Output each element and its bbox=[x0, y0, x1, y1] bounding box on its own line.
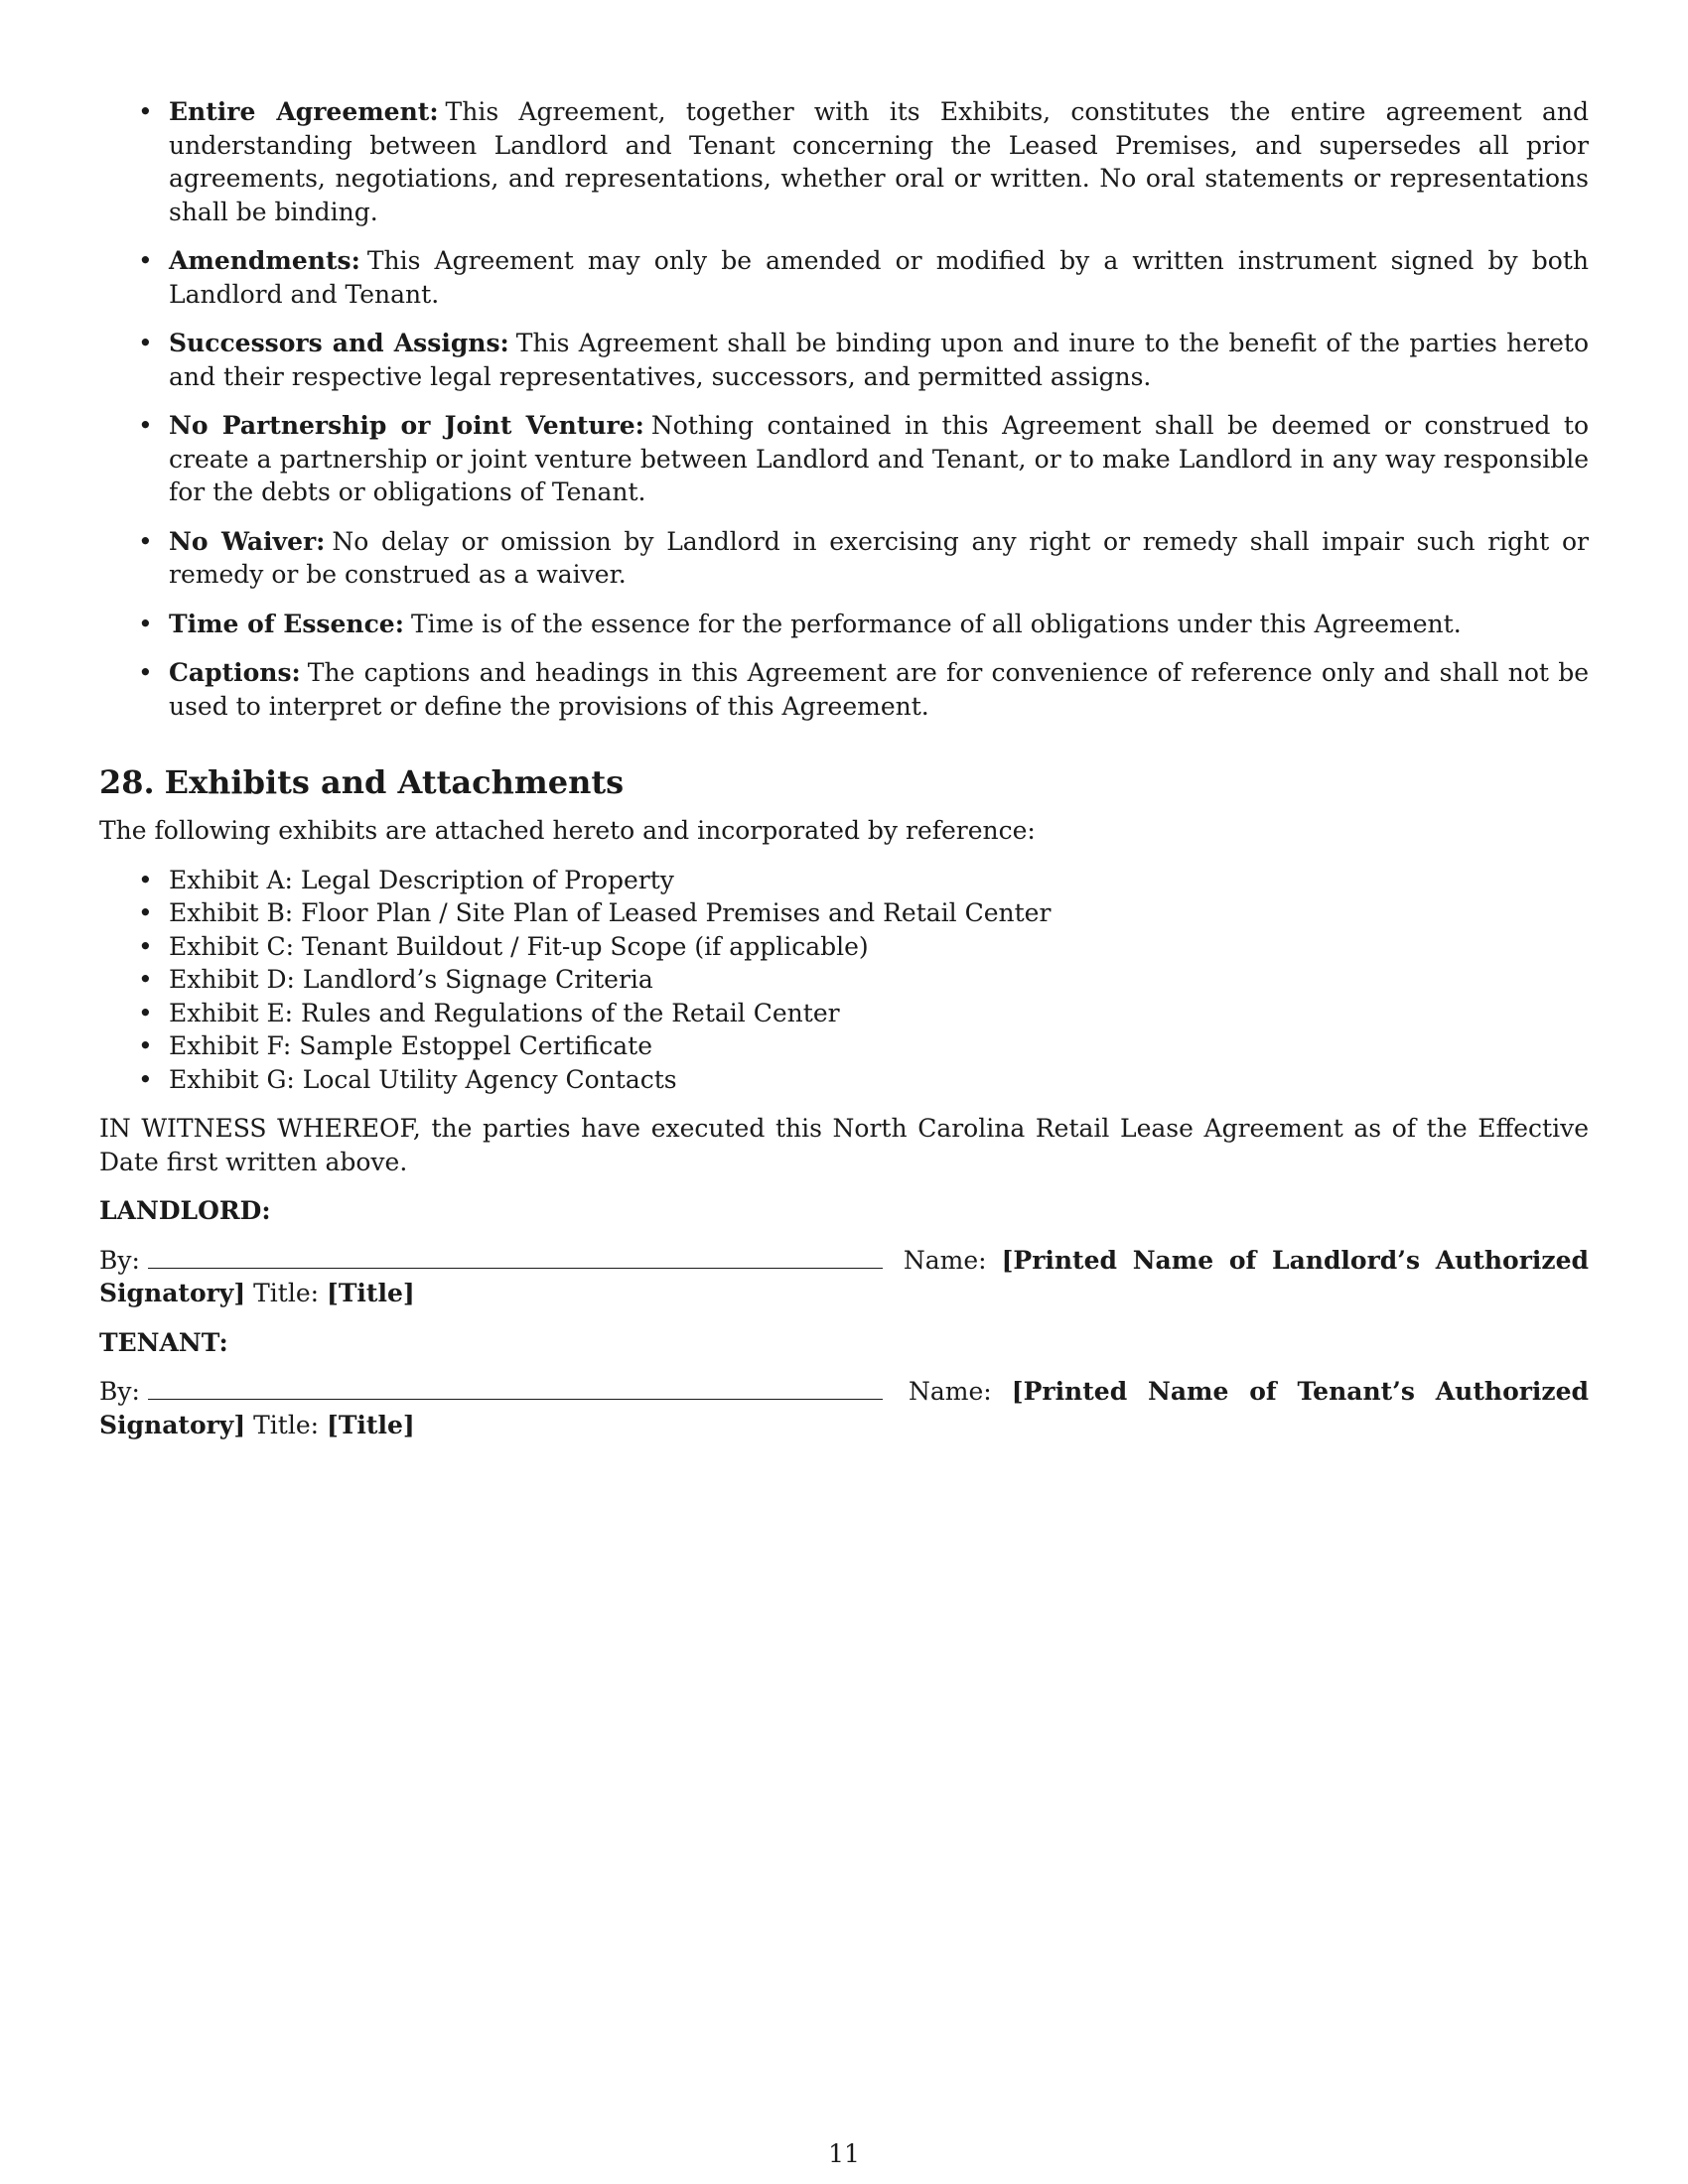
provision-text: Time is of the essence for the performance of all obligations under this Agreement. bbox=[410, 609, 1462, 638]
list-item: • Exhibit C: Tenant Buildout / Fit-up Scope (if applicable) bbox=[99, 930, 1589, 964]
provision-text: This Agreement shall be binding upon and inure to the benefit of the parties hereto and their respective legal representatives, successors, and permitted assigns. bbox=[169, 329, 1590, 391]
title-label: Title: bbox=[253, 1279, 320, 1307]
provision-term: Time of Essence: bbox=[169, 609, 404, 638]
provision-text: The captions and headings in this Agreement are for convenience of reference only and shall not be used to interpret or define the provisions of this Agreement. bbox=[169, 658, 1589, 721]
list-item: • Exhibit F: Sample Estoppel Certificate bbox=[99, 1029, 1589, 1063]
provision-term: No Waiver: bbox=[169, 526, 326, 556]
name-label: Name: bbox=[908, 1377, 992, 1406]
list-item: • Exhibit A: Legal Description of Property bbox=[99, 864, 1589, 897]
list-item: • Exhibit G: Local Utility Agency Contacts bbox=[99, 1063, 1589, 1097]
list-item: • Exhibit E: Rules and Regulations of the Retail Center bbox=[99, 997, 1589, 1030]
list-item bbox=[99, 525, 1589, 592]
list-item bbox=[99, 656, 1589, 723]
provision-term: Amendments: bbox=[169, 246, 360, 275]
list-item bbox=[99, 608, 1589, 641]
provision-text: Nothing contained in this Agreement shall be deemed or construed to create a partnership or joint venture between Landlord and Tenant, or to make Landlord in any way responsible for the debts or obligations of Tenant. bbox=[169, 411, 1589, 506]
list-item bbox=[99, 409, 1589, 509]
tenant-signature-block bbox=[99, 1375, 1589, 1441]
page-number: 11 bbox=[828, 2139, 860, 2168]
document-page bbox=[99, 95, 1589, 1457]
provision-term: Captions: bbox=[169, 658, 301, 687]
list-item bbox=[99, 244, 1589, 311]
section-intro: The following exhibits are attached hereto and incorporated by reference: bbox=[99, 816, 1036, 845]
landlord-signature-line[interactable] bbox=[148, 1248, 883, 1269]
landlord-title-placeholder: [Title] bbox=[327, 1279, 415, 1307]
exhibits-list bbox=[99, 864, 1589, 1097]
landlord-label: LANDLORD: bbox=[99, 1196, 271, 1225]
provision-text: This Agreement, together with its Exhibits, constitutes the entire agreement and understanding between Landlord and Tenant concerning the Leased Premises, and supersedes all prior agreements, negotiations, and representations, whether oral or written. No oral statements or representations shall be binding. bbox=[169, 97, 1589, 226]
tenant-label: TENANT: bbox=[99, 1327, 228, 1357]
section-number: 28. bbox=[99, 763, 155, 801]
list-item bbox=[99, 327, 1589, 393]
list-item: • Exhibit B: Floor Plan / Site Plan of Leased Premises and Retail Center bbox=[99, 896, 1589, 930]
provision-term: No Partnership or Joint Venture: bbox=[169, 411, 644, 440]
provision-text: No delay or omission by Landlord in exercising any right or remedy shall impair such right or remedy or be construed as a waiver. bbox=[169, 526, 1589, 589]
tenant-name-placeholder: [Printed Name of Tenant’s Authorized Signatory] bbox=[99, 1377, 1589, 1439]
by-label: By: bbox=[99, 1245, 140, 1275]
provision-term: Entire Agreement: bbox=[169, 97, 439, 126]
landlord-signature-block bbox=[99, 1244, 1589, 1310]
tenant-title-placeholder: [Title] bbox=[327, 1410, 415, 1439]
title-label: Title: bbox=[253, 1410, 320, 1439]
by-label: By: bbox=[99, 1377, 140, 1406]
provision-term: Successors and Assigns: bbox=[169, 329, 509, 357]
tenant-signature-line[interactable] bbox=[148, 1379, 883, 1400]
miscellaneous-provisions-list bbox=[99, 95, 1589, 723]
landlord-name-placeholder: [Printed Name of Landlord’s Authorized Signatory] bbox=[99, 1245, 1589, 1307]
list-item bbox=[99, 95, 1589, 228]
provision-text: This Agreement may only be amended or modified by a written instrument signed by both Landlord and Tenant. bbox=[169, 246, 1589, 309]
section-heading bbox=[99, 762, 1589, 802]
section-title: Exhibits and Attachments bbox=[164, 763, 625, 801]
name-label: Name: bbox=[903, 1245, 987, 1275]
witness-clause: IN WITNESS WHEREOF, the parties have executed this North Carolina Retail Lease Agreement as of the Effective Date first written above. bbox=[99, 1114, 1589, 1176]
list-item: • Exhibit D: Landlord’s Signage Criteria bbox=[99, 963, 1589, 997]
